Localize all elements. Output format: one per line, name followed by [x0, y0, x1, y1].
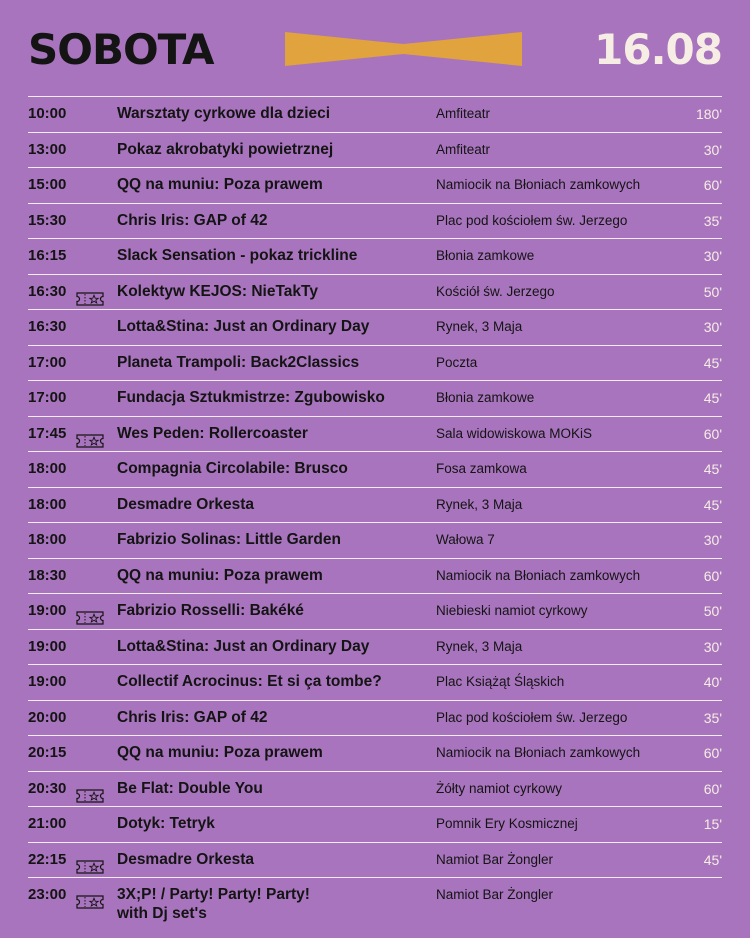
ticket-icon	[76, 285, 104, 299]
event-title: Compagnia Circolabile: Brusco	[117, 460, 348, 477]
event-time: 15:00	[28, 176, 67, 193]
event-time: 18:00	[28, 495, 67, 513]
event-duration: 30'	[703, 141, 722, 158]
event-time: 17:45	[28, 424, 67, 442]
event-duration: 60'	[703, 567, 722, 584]
schedule-list	[28, 96, 722, 932]
event-time: 13:00	[28, 140, 67, 158]
schedule-row	[28, 380, 722, 416]
schedule-row	[28, 522, 722, 558]
event-venue: Sala widowiskowa MOKiS	[436, 425, 593, 441]
ticket-icon	[76, 604, 104, 618]
schedule-row	[28, 309, 722, 345]
date-label: 16.08	[594, 25, 722, 74]
schedule-row	[28, 806, 722, 842]
event-time: 15:30	[28, 211, 67, 229]
event-title: QQ na muniu: Poza prawem	[117, 176, 323, 193]
event-time: 22:15	[28, 850, 67, 868]
event-duration: 40'	[703, 674, 722, 690]
event-title: Lotta&Stina: Just an Ordinary Day	[117, 637, 370, 655]
schedule-row	[28, 629, 722, 665]
schedule-row	[28, 274, 722, 310]
event-title: Fabrizio Rosselli: Bakéké	[117, 602, 304, 619]
event-time: 19:00	[28, 602, 67, 619]
event-title: Desmadre Orkesta	[117, 850, 254, 868]
header	[0, 0, 750, 96]
event-title: Fabrizio Solinas: Little Garden	[117, 531, 341, 548]
event-duration: 30'	[703, 319, 722, 335]
event-venue: Poczta	[436, 354, 478, 370]
event-duration: 60'	[703, 745, 722, 761]
event-title: Be Flat: Double You	[117, 779, 263, 797]
event-duration: 45'	[703, 851, 722, 868]
event-duration: 30'	[703, 248, 722, 264]
event-time: 16:30	[28, 282, 67, 300]
event-title: Desmadre Orkesta	[117, 495, 254, 513]
event-duration: 50'	[703, 283, 722, 300]
event-duration: 60'	[703, 177, 722, 193]
event-venue: Plac pod kościołem św. Jerzego	[436, 212, 628, 228]
event-title: Kolektyw KEJOS: NieTakTy	[117, 282, 318, 300]
schedule-row	[28, 487, 722, 523]
event-venue: Namiot Bar Żongler	[436, 851, 554, 867]
schedule-row	[28, 664, 722, 700]
schedule-row	[28, 203, 722, 239]
ticket-icon	[76, 782, 104, 796]
event-duration: 180'	[695, 106, 722, 122]
schedule-row	[28, 593, 722, 629]
event-venue: Namiocik na Błoniach zamkowych	[436, 567, 641, 583]
event-title: Collectif Acrocinus: Et si ça tombe?	[117, 673, 382, 690]
event-time: 19:00	[28, 673, 67, 690]
event-title-line: 3X;P! / Party! Party! Party!	[117, 886, 310, 903]
schedule-row	[28, 238, 722, 274]
event-venue: Namiocik na Błoniach zamkowych	[436, 177, 641, 192]
event-title: Lotta&Stina: Just an Ordinary Day	[117, 318, 370, 335]
event-venue: Rynek, 3 Maja	[436, 496, 523, 512]
event-time: 10:00	[28, 105, 67, 122]
event-venue: Fosa zamkowa	[436, 461, 527, 476]
schedule-row	[28, 167, 722, 203]
schedule-row	[28, 132, 722, 168]
event-duration: 45'	[703, 354, 722, 371]
bowtie-decoration	[285, 32, 522, 66]
schedule-row	[28, 558, 722, 594]
event-time: 18:00	[28, 531, 67, 548]
event-time: 18:00	[28, 460, 67, 477]
schedule-row	[28, 771, 722, 807]
event-title: Dotyk: Tetryk	[117, 815, 215, 832]
event-time: 20:15	[28, 744, 67, 761]
schedule-row	[28, 96, 722, 132]
ticket-icon	[76, 888, 104, 902]
event-venue: Błonia zamkowe	[436, 248, 535, 263]
ticket-icon	[76, 427, 104, 441]
event-title: Slack Sensation - pokaz trickline	[117, 247, 358, 264]
event-title: Chris Iris: GAP of 42	[117, 708, 268, 726]
event-venue: Amfiteatr	[436, 106, 491, 121]
event-duration: 45'	[703, 461, 722, 477]
event-title-line: with Dj set's	[117, 905, 207, 922]
event-venue: Błonia zamkowe	[436, 390, 535, 405]
event-venue: Plac pod kościołem św. Jerzego	[436, 709, 628, 725]
event-time: 23:00	[28, 886, 67, 903]
event-venue: Żółty namiot cyrkowy	[436, 780, 563, 796]
event-title: Planeta Trampoli: Back2Classics	[117, 353, 360, 371]
event-title: Fundacja Sztukmistrze: Zgubowisko	[117, 389, 385, 406]
event-duration: 15'	[703, 816, 722, 832]
event-title: QQ na muniu: Poza prawem	[117, 744, 323, 761]
schedule-row	[28, 345, 722, 381]
event-venue: Amfiteatr	[436, 141, 491, 157]
schedule-row	[28, 451, 722, 487]
event-title: Warsztaty cyrkowe dla dzieci	[117, 105, 331, 122]
event-duration: 60'	[703, 425, 722, 442]
event-title: Pokaz akrobatyki powietrznej	[117, 140, 334, 158]
event-time: 19:00	[28, 637, 67, 655]
event-venue: Namiocik na Błoniach zamkowych	[436, 745, 641, 760]
schedule-row	[28, 416, 722, 452]
event-venue: Pomnik Ery Kosmicznej	[436, 816, 578, 831]
event-duration: 30'	[703, 532, 722, 548]
event-time: 20:00	[28, 708, 67, 726]
event-venue: Rynek, 3 Maja	[436, 638, 523, 654]
event-duration: 60'	[703, 780, 722, 797]
event-time: 17:00	[28, 353, 67, 371]
event-venue: Kościół św. Jerzego	[436, 283, 555, 299]
event-time: 21:00	[28, 815, 67, 832]
event-title: Wes Peden: Rollercoaster	[117, 424, 308, 442]
event-duration: 50'	[703, 603, 722, 619]
ticket-icon	[76, 853, 104, 867]
event-title: QQ na muniu: Poza prawem	[117, 566, 323, 584]
event-venue: Plac Książąt Śląskich	[436, 674, 565, 689]
event-duration: 30'	[703, 638, 722, 655]
event-duration: 35'	[703, 212, 722, 229]
event-venue: Wałowa 7	[436, 532, 495, 547]
event-time: 18:30	[28, 566, 67, 584]
event-title: Chris Iris: GAP of 42	[117, 211, 268, 229]
schedule-row	[28, 700, 722, 736]
schedule-row	[28, 842, 722, 878]
schedule-row	[28, 735, 722, 771]
event-duration: 45'	[703, 390, 722, 406]
event-time: 17:00	[28, 389, 67, 406]
event-title	[117, 885, 310, 923]
event-time: 16:30	[28, 318, 67, 335]
event-venue: Rynek, 3 Maja	[436, 319, 523, 334]
event-duration: 35'	[703, 709, 722, 726]
day-title: SOBOTA	[28, 25, 214, 74]
event-venue: Niebieski namiot cyrkowy	[436, 603, 588, 618]
event-time: 16:15	[28, 247, 67, 264]
schedule-row	[28, 877, 722, 932]
event-duration: 45'	[703, 496, 722, 513]
event-venue: Namiot Bar Żongler	[436, 887, 554, 902]
event-time: 20:30	[28, 779, 67, 797]
